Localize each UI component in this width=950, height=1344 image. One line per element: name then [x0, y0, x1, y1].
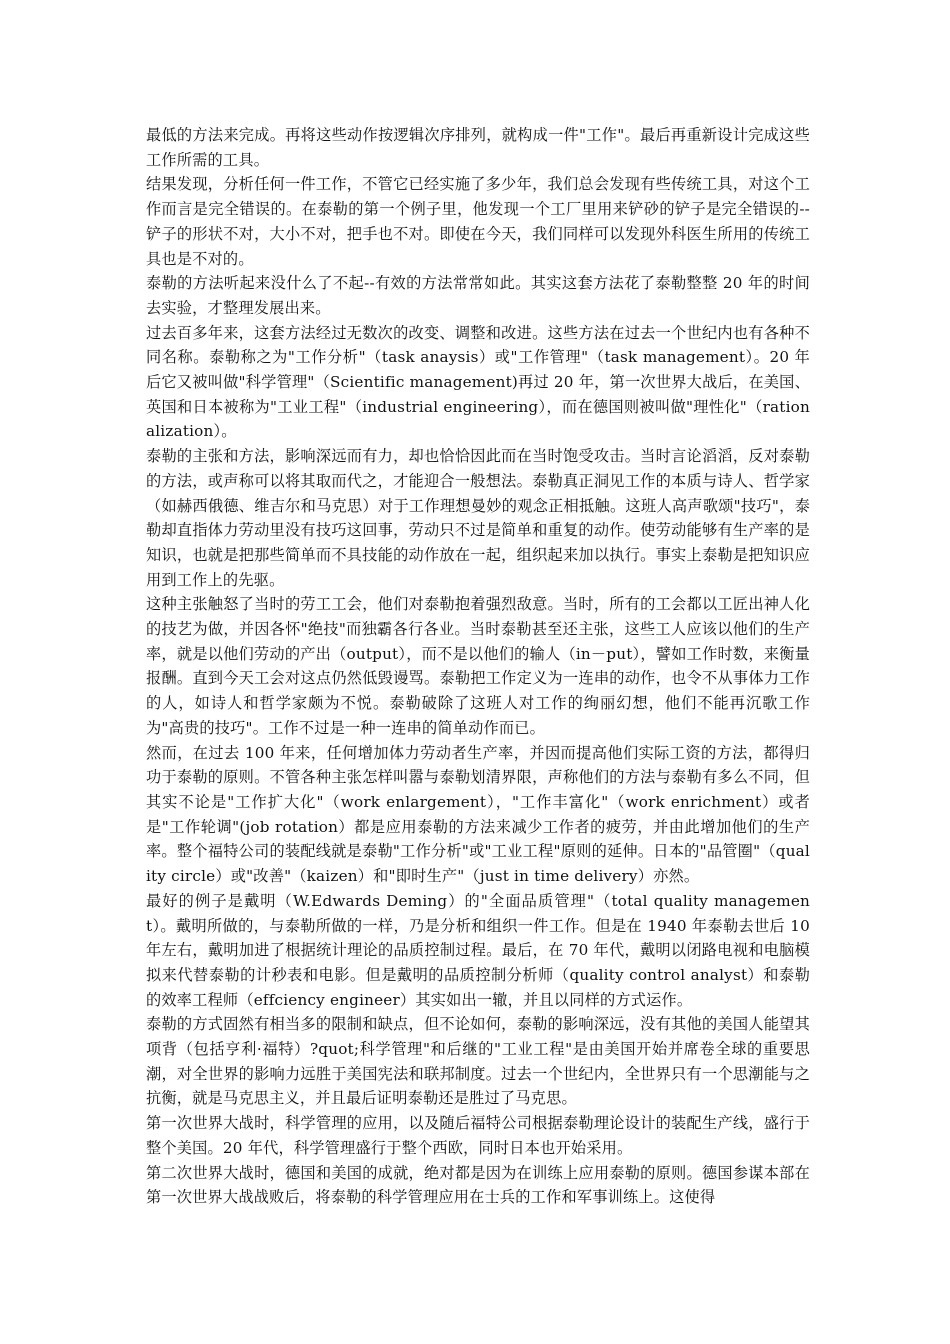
paragraph: 泰勒的方式固然有相当多的限制和缺点，但不论如何，泰勒的影响深远，没有其他的美国人能望其项背（包括亨利·福特）?quot;科学管理"和后继的"工业工程"是由美国开始并席卷全球的重要思潮，对全世界的影响力远胜于美国宪法和联邦制度。过去一个世纪内，全世界只有一个思潮能与之抗衡，就是马克思主义，并且最后证明泰勒还是胜过了马克思。: [146, 1015, 810, 1108]
paragraph: 这种主张触怒了当时的劳工工会，他们对泰勒抱着强烈敌意。当时，所有的工会都以工匠出神人化的技艺为做，并因各怀"绝技"而独霸各行各业。当时泰勒甚至还主张，这些工人应该以他们的生产率，就是以他们劳动的产出（output），而不是以他们的输人（in－put），譬如工作时数，来衡量报酬。直到今天工会对这点仍然低毁谩骂。泰勒把工作定义为一连串的动作，也令不从事体力工作的人，如诗人和哲学家颇为不悦。泰勒破除了这班人对工作的绚丽幻想，他们不能再沉歌工作为"高贵的技巧"。工作不过是一种一连串的简单动作而已。: [146, 595, 810, 737]
paragraph: 然而，在过去 100 年来，任何增加体力劳动者生产率，并因而提高他们实际工资的方法，都得归功于泰勒的原则。不管各种主张怎样叫嚣与泰勒划清界限，声称他们的方法与泰勒有多么不同，但其实不论是"工作扩大化"（work enlargement），"工作丰富化"（work enrichment）或者是"工作轮调"(job rotation）都是应用泰勒的方法来减少工作者的疲劳，并由此增加他们的生产率。整个福特公司的装配线就是泰勒"工作分析"或"工业工程"原则的延伸。日本的"品管圈"（quality circle）或"改善"（kaizen）和"即时生产"（just in time delivery）亦然。: [146, 743, 810, 886]
paragraph: 结果发现，分析任何一件工作，不管它已经实施了多少年，我们总会发现有些传统工具，对这个工作而言是完全错误的。在泰勒的第一个例子里，他发现一个工厂里用来铲砂的铲子是完全错误的--铲子的形状不对，大小不对，把手也不对。即使在今天，我们同样可以发现外科医生所用的传统工具也是不对的。: [146, 175, 810, 268]
paragraph: 泰勒的方法听起来没什么了不起--有效的方法常常如此。其实这套方法花了泰勒整整 20 年的时间去实验，才整理发展出来。: [146, 274, 810, 317]
paragraph: 泰勒的主张和方法，影响深远而有力，却也恰恰因此而在当时饱受攻击。当时言论滔滔，反对泰勒的方法，或声称可以将其取而代之，才能迎合一般想法。泰勒真正洞见工作的本质与诗人、哲学家（如赫西俄德、维吉尔和马克思）对于工作理想曼妙的观念正相抵触。这班人高声歌颂"技巧"，泰勒却直指体力劳动里没有技巧这回事，劳动只不过是简单和重复的动作。使劳动能够有生产率的是知识，也就是把那些简单而不具技能的动作放在一起，组织起来加以执行。事实上泰勒是把知识应用到工作上的先驱。: [146, 447, 810, 589]
paragraph: 最好的例子是戴明（W.Edwards Deming）的"全面品质管理"（total quality management）。戴明所做的，与泰勒所做的一样，乃是分析和组织一件工作。但是在 1940 年泰勒去世后 10 年左右，戴明加进了根据统计理论的品质控制过程。最后，在 70 年代，戴明以闭路电视和电脑模拟来代替泰勒的计秒表和电影。但是戴明的品质控制分析师（quality control analyst）和泰勒的效率工程师（effciency engineer）其实如出一辙，并且以同样的方式运作。: [146, 891, 810, 1009]
paragraph: 过去百多年来，这套方法经过无数次的改变、调整和改进。这些方法在过去一个世纪内也有各种不同名称。泰勒称之为"工作分析"（task anaysis）或"工作管理"（task management）。20 年后它又被叫做"科学管理"（Scientific management)再过 20 年，第一次世界大战后，在美国、英国和日本被称为"工业工程"（industrial engineering），而在德国则被叫做"理性化"（rationalization）。: [146, 323, 810, 441]
paragraph: 第一次世界大战时，科学管理的应用，以及随后福特公司根据泰勒理论设计的装配生产线，盛行于整个美国。20 年代，科学管理盛行于整个西欧，同时日本也开始采用。: [146, 1114, 810, 1157]
document-body: [146, 123, 810, 1210]
paragraph: 最低的方法来完成。再将这些动作按逻辑次序排列，就构成一件"工作"。最后再重新设计完成这些工作所需的工具。: [146, 126, 810, 169]
paragraph: 第二次世界大战时，德国和美国的成就，绝对都是因为在训练上应用泰勒的原则。德国参谋本部在第一次世界大战战败后，将泰勒的科学管理应用在士兵的工作和军事训练上。这使得: [146, 1163, 810, 1207]
